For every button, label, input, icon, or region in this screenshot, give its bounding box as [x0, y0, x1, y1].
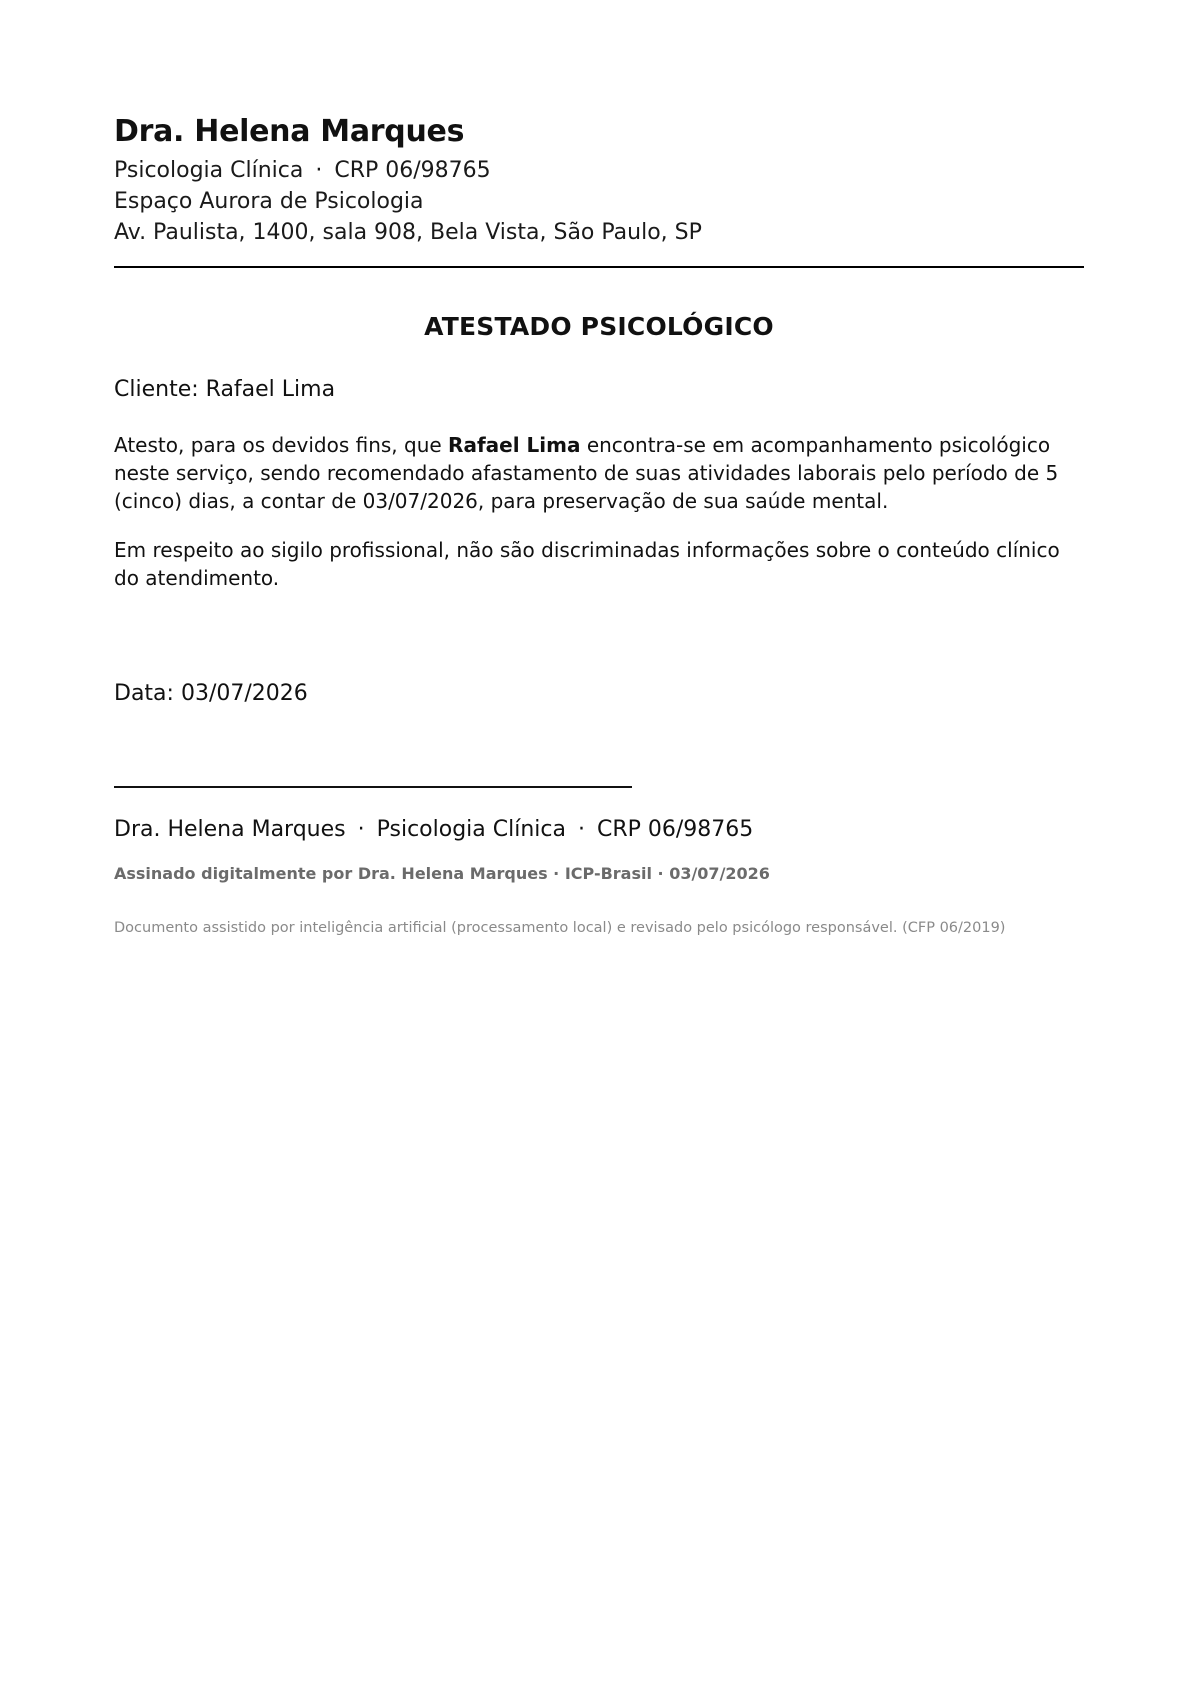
- signature-line: [114, 786, 632, 788]
- client-line: [114, 377, 335, 402]
- confidentiality-paragraph: Em respeito ao sigilo profissional, não são discriminadas informações sobre o conteúdo clínico do atendimento.: [114, 538, 1060, 590]
- header-clinic: Espaço Aurora de Psicologia: [114, 189, 424, 214]
- signature-name: Dra. Helena Marques: [114, 817, 346, 842]
- date-value: 03/07/2026: [180, 681, 308, 706]
- header-address: Av. Paulista, 1400, sala 908, Bela Vista, São Paulo, SP: [114, 220, 702, 245]
- header-separator: ·: [315, 158, 323, 183]
- signature-separator-2: ·: [577, 817, 585, 842]
- attestation-text-before: Atesto, para os devidos fins, que: [114, 433, 449, 457]
- header-credentials: [114, 158, 491, 183]
- header-crp: CRP 06/98765: [334, 158, 491, 183]
- attestation-text-after: encontra-se em acompanhamento psicológico neste serviço, sendo recomendado afastamento de suas atividades laborais pelo período de 5 (cinco) dias, a contar de 03/07/2026, para preservação de sua saúde mental.: [114, 433, 1059, 513]
- document-title: ATESTADO PSICOLÓGICO: [424, 312, 774, 341]
- signature-specialty: Psicologia Clínica: [376, 817, 566, 842]
- attestation-paragraph: [114, 431, 1084, 515]
- header-divider: [114, 266, 1084, 268]
- signature-crp: CRP 06/98765: [596, 817, 754, 842]
- date-label: Data:: [114, 681, 174, 706]
- header-specialty: Psicologia Clínica: [114, 158, 304, 183]
- signature-block: [114, 817, 753, 842]
- attestation-client-name: Rafael Lima: [448, 433, 581, 457]
- ai-disclosure-note: Documento assistido por inteligência artificial (processamento local) e revisado pelo psicólogo responsável. (CFP 06/2019): [114, 920, 1006, 936]
- date-line: [114, 681, 308, 706]
- signature-separator-1: ·: [357, 817, 365, 842]
- digital-signature-note: Assinado digitalmente por Dra. Helena Marques · ICP-Brasil · 03/07/2026: [114, 864, 770, 883]
- doctor-name: Dra. Helena Marques: [114, 114, 465, 149]
- client-label: Cliente:: [114, 377, 199, 402]
- client-name: Rafael Lima: [205, 377, 336, 402]
